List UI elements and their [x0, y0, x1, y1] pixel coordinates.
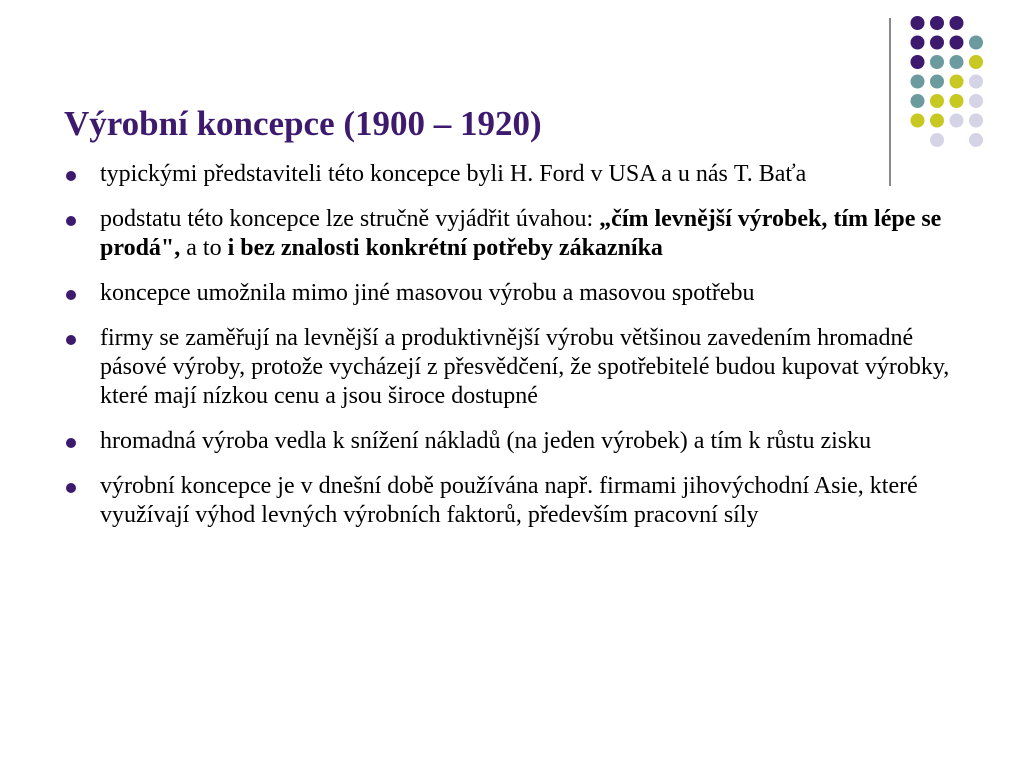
bullet-text: a to	[186, 235, 228, 261]
decorative-dot	[911, 16, 925, 30]
bullet-item	[64, 324, 954, 411]
bullet-dot-icon	[66, 335, 76, 345]
decorative-dot	[930, 133, 944, 147]
bullet-text: hromadná výroba vedla k snížení nákladů (na jeden výrobek) a tím k růstu zisku	[100, 428, 872, 454]
decorative-dot	[969, 114, 983, 128]
decorative-dot	[969, 55, 983, 69]
bullet-text-bold: i bez znalosti konkrétní potřeby zákazníka	[227, 235, 663, 261]
bullet-item	[64, 160, 954, 189]
decorative-dot	[950, 55, 964, 69]
bullet-dot-icon	[66, 483, 76, 493]
bullet-text: typickými představiteli této koncepce byli H. Ford v USA a u nás T. Baťa	[100, 161, 807, 187]
decorative-dot	[950, 94, 964, 108]
decorative-dot	[930, 114, 944, 128]
bullet-dot-icon	[66, 216, 76, 226]
decorative-dot	[911, 55, 925, 69]
bullet-item	[64, 205, 954, 263]
bullet-text-bold: ,	[174, 235, 187, 261]
bullet-text: podstatu této koncepce lze stručně vyjádřit úvahou:	[100, 206, 600, 232]
bullet-item	[64, 427, 954, 456]
decorative-dot	[911, 94, 925, 108]
decorative-dot	[911, 114, 925, 128]
bullet-text: firmy se zaměřují na levnější a produktivnější výrobu většinou zavedením hromadné pásové výroby, protože vycházejí z přesvědčení, že spotřebitelé budou kupovat výrobky, které mají nízkou cenu a jsou široce dostupné	[100, 325, 950, 409]
slide-title: Výrobní koncepce (1900 – 1920)	[64, 104, 542, 143]
decorative-dot	[911, 75, 925, 89]
decorative-dot	[930, 94, 944, 108]
decorative-dot	[930, 75, 944, 89]
decorative-dot	[969, 75, 983, 89]
decorative-dot	[950, 75, 964, 89]
decorative-dot	[950, 16, 964, 30]
decorative-dot	[969, 133, 983, 147]
bullet-item	[64, 472, 954, 530]
decorative-dot	[969, 94, 983, 108]
bullet-list	[64, 160, 954, 546]
bullet-text: výrobní koncepce je v dnešní době používána např. firmami jihovýchodní Asie, které využívají výhod levných výrobních faktorů, především pracovní síly	[100, 473, 918, 528]
decorative-dot	[930, 36, 944, 50]
bullet-dot-icon	[66, 290, 76, 300]
decorative-dot	[969, 36, 983, 50]
bullet-item	[64, 279, 954, 308]
bullet-dot-icon	[66, 438, 76, 448]
decorative-dot	[930, 55, 944, 69]
bullet-text-bold: „čím levnější výrobek, tím lépe se prodá"	[100, 206, 942, 261]
decorative-dot	[930, 16, 944, 30]
decorative-dot	[911, 36, 925, 50]
bullet-dot-icon	[66, 171, 76, 181]
bullet-text: koncepce umožnila mimo jiné masovou výrobu a masovou spotřebu	[100, 280, 755, 306]
decorative-dot	[950, 114, 964, 128]
decorative-dot	[950, 36, 964, 50]
